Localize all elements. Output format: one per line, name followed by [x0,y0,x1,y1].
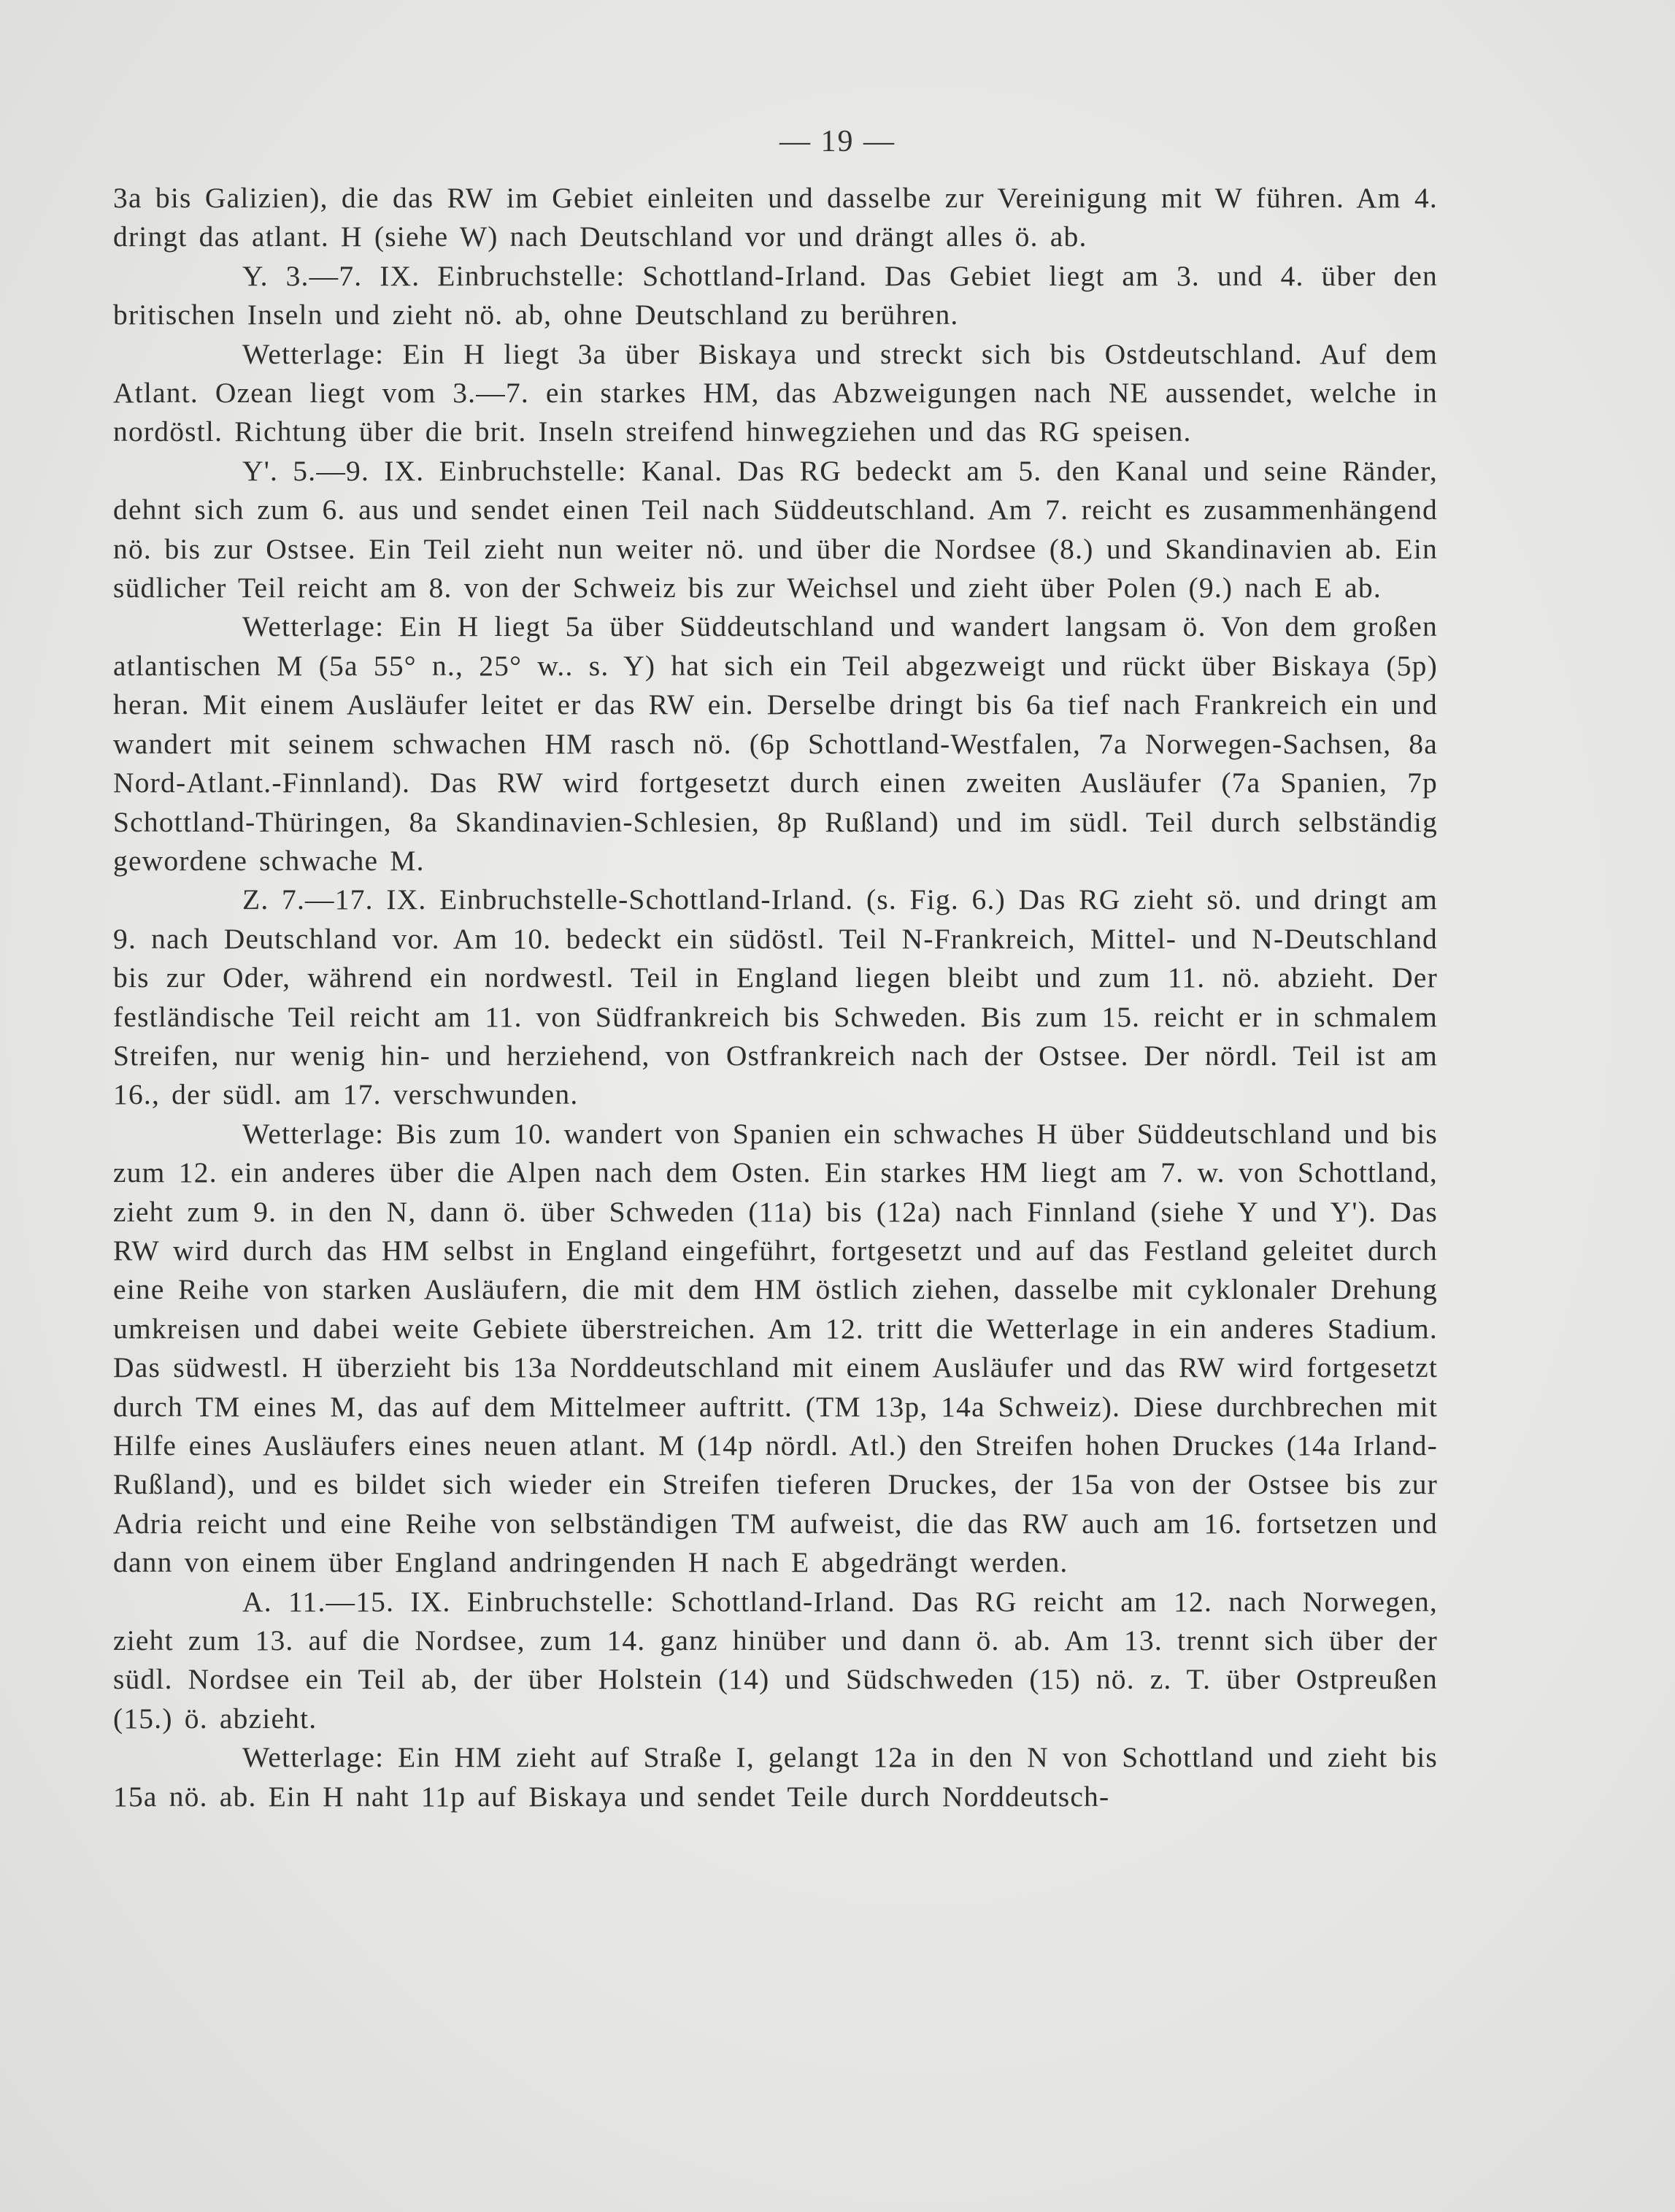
page-number: — 19 — [779,125,896,158]
paragraph-8: A. 11.—15. IX. Einbruchstelle: Schottland-Irland. Das RG reicht am 12. nach Norwegen, zieht zum 13. auf die Nordsee, zum 14. ganz hinüber und dann ö. ab. Am 13. trennt sich über der südl. Nordsee ein Teil ab, der über Holstein (14) und Südschweden (15) nö. z. T. über Ostpreußen (15.) ö. abzieht. [113,1585,1438,1735]
paragraph-4: Y'. 5.—9. IX. Einbruchstelle: Kanal. Das RG bedeckt am 5. den Kanal und seine Ränder, dehnt sich zum 6. aus und sendet einen Teil nach Süddeutschland. Am 7. reicht es zusammenhängend nö. bis zur Ostsee. Ein Teil zieht nun weiter nö. und über die Nordsee (8.) und Skandinavien ab. Ein südlicher Teil reicht am 8. von der Schweiz bis zur Weichsel und zieht über Polen (9.) nach E ab. [113,454,1438,604]
paragraph-5: Wetterlage: Ein H liegt 5a über Süddeutschland und wandert langsam ö. Von dem großen atlantischen M (5a 55° n., 25° w.. s. Y) hat sich ein Teil abgezweigt und rückt über Biskaya (5p) heran. Mit einem Ausläufer leitet er das RW ein. Derselbe dringt bis 6a tief nach Frankreich ein und wandert mit seinem schwachen HM rasch nö. (6p Schottland-Westfalen, 7a Norwegen-Sachsen, 8a Nord-Atlant.-Finnland). Das RW wird fortgesetzt durch einen zweiten Ausläufer (7a Spanien, 7p Schottland-Thüringen, 8a Skandinavien-Schlesien, 8p Rußland) und im südl. Teil durch selbständig gewordene schwache M. [113,610,1438,877]
paragraph-3: Wetterlage: Ein H liegt 3a über Biskaya und streckt sich bis Ostdeutschland. Auf dem Atlant. Ozean liegt vom 3.—7. ein starkes HM, das Abzweigungen nach NE aussendet, welche in nordöstl. Richtung über die brit. Inseln streifend hinwegziehen und das RG speisen. [113,337,1438,448]
paragraph-9: Wetterlage: Ein HM zieht auf Straße I, gelangt 12a in den N von Schottland und zieht bis 15a nö. ab. Ein H naht 11p auf Biskaya und sendet Teile durch Norddeutsch- [113,1741,1438,1813]
paragraph-7: Wetterlage: Bis zum 10. wandert von Spanien ein schwaches H über Süddeutschland und bis zum 12. ein anderes über die Alpen nach dem Osten. Ein starkes HM liegt am 7. w. von Schottland, zieht zum 9. in den N, dann ö. über Schweden (11a) bis (12a) nach Finnland (siehe Y und Y'). Das RW wird durch das HM selbst in England eingeführt, fortgesetzt und auf das Festland geleitet durch eine Reihe von starken Ausläufern, die mit dem HM östlich ziehen, dasselbe mit cyklonaler Drehung umkreisen und dabei weite Gebiete überstreichen. Am 12. tritt die Wetterlage in ein anderes Stadium. Das südwestl. H überzieht bis 13a Norddeutschland mit einem Ausläufer und das RW wird fortgesetzt durch TM eines M, das auf dem Mittelmeer auftritt. (TM 13p, 14a Schweiz). Diese durchbrechen mit Hilfe eines Ausläufers eines neuen atlant. M (14p nördl. Atl.) den Streifen hohen Druckes (14a Irland-Rußland), und es bildet sich wieder ein Streifen tieferen Druckes, der 15a von der Ostsee bis zur Adria reicht und eine Reihe von selbständigen TM aufweist, die das RW auch am 16. fortsetzen und dann von einem über England andringenden H nach E abgedrängt werden. [113,1117,1438,1579]
paragraph-6: Z. 7.—17. IX. Einbruchstelle-Schottland-Irland. (s. Fig. 6.) Das RG zieht sö. und dringt am 9. nach Deutschland vor. Am 10. bedeckt ein südöstl. Teil N-Frankreich, Mittel- und N-Deutschland bis zur Oder, während ein nordwestl. Teil in England liegen bleibt und zum 11. nö. abzieht. Der festländische Teil reicht am 11. von Südfrankreich bis Schweden. Bis zum 15. reicht er in schmalem Streifen, nur wenig hin- und herziehend, von Ostfrankreich nach der Ostsee. Der nördl. Teil ist am 16., der südl. am 17. verschwunden. [113,883,1438,1111]
paragraph-2: Y. 3.—7. IX. Einbruchstelle: Schottland-Irland. Das Gebiet liegt am 3. und 4. über den britischen Inseln und zieht nö. ab, ohne Deutschland zu berühren. [113,259,1438,331]
paragraph-1: 3a bis Galizien), die das RW im Gebiet einleiten und dasselbe zur Vereinigung mit W führen. Am 4. dringt das atlant. H (siehe W) nach Deutschland vor und drängt alles ö. ab. [113,182,1438,253]
body-text [113,179,1438,1816]
